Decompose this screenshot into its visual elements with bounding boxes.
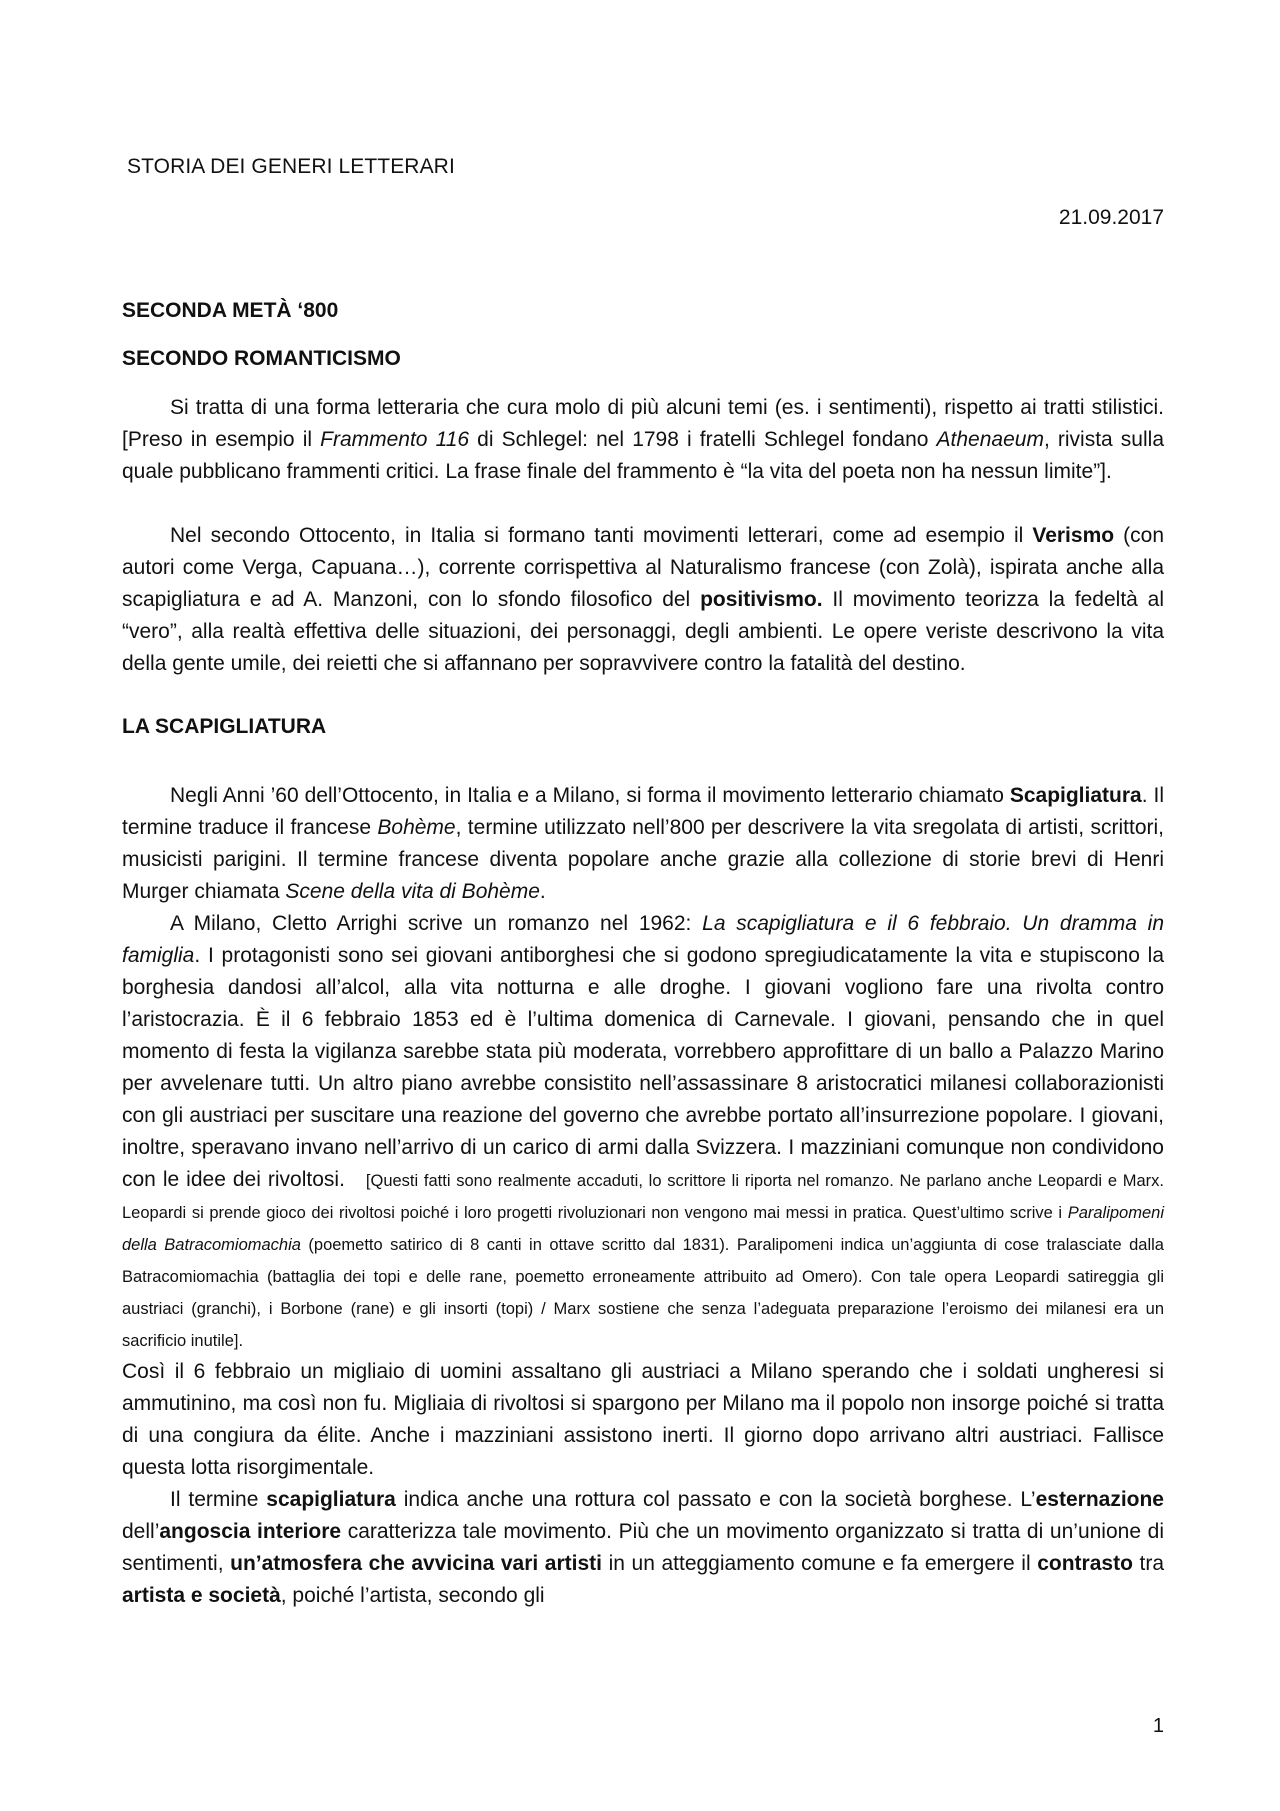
section-heading-secondo-romanticismo: SECONDO ROMANTICISMO	[122, 347, 401, 370]
paragraph-romanticismo: Si tratta di una forma letteraria che cura molo di più alcuni temi (es. i sentimenti), rispetto ai tratti stilistici. [Preso in esempio il Frammento 116 di Schlegel: nel 1798 i fratelli Schlegel fondano Athenaeum, rivista sulla quale pubblicano frammenti critici. La frase finale del frammento è “la vita del poeta non ha nessun limite”].	[122, 396, 1165, 483]
paragraph-6-febbraio: Così il 6 febbraio un migliaio di uomini assaltano gli austriaci a Milano sperando che i soldati ungheresi si ammutinino, ma così non fu. Migliaia di rivoltosi si spargono per Milano ma il popolo non insorge poiché si tratta di una congiura da élite. Anche i mazziniani assistono inerti. Il giorno dopo arrivano altri austriaci. Fallisce questa lotta risorgimentale.	[122, 1360, 1164, 1479]
work-title-frammento: Frammento 116	[320, 428, 470, 451]
paragraph-scapigliatura-rottura: Il termine scapigliatura indica anche una rottura col passato e con la società borghese. L’esternazione dell’angoscia interiore caratterizza tale movimento. Più che un movimento organizzato si tratta di un’unione di sentimenti, un’atmosfera che avvicina vari artisti in un atteggiamento comune e fa emergere il contrasto tra artista e società, poiché l’artista, secondo gli	[122, 1488, 1165, 1607]
paragraph-verismo: Nel secondo Ottocento, in Italia si formano tanti movimenti letterari, come ad esempio il Verismo (con autori come Verga, Capuana…), corrente corrispettiva al Naturalismo francese (con Zolà), ispirata anche alla scapigliatura e ad A. Manzoni, con lo sfondo filosofico del positivismo. Il movimento teorizza la fedeltà al “vero”, alla realtà effettiva delle situazioni, dei personaggi, degli ambienti. Le opere veriste descrivono la vita della gente umile, dei reietti che si affannano per sopravvivere contro la fatalità del destino.	[122, 524, 1165, 675]
document-title: STORIA DEI GENERI LETTERARI	[127, 155, 455, 178]
paragraph-scapigliatura-intro: Negli Anni ’60 dell’Ottocento, in Italia e a Milano, si forma il movimento letterario chiamato Scapigliatura. Il termine traduce il francese Bohème, termine utilizzato nell’800 per descrivere la vita sregolata di artisti, scrittori, musicisti parigini. Il termine francese diventa popolare anche grazie alla collezione di storie brevi di Henri Murger chiamata Scene della vita di Bohème.	[122, 784, 1165, 903]
paragraph-arrighi: A Milano, Cletto Arrighi scrive un romanzo nel 1962: La scapigliatura e il 6 febbraio. Un dramma in famiglia. I protagonisti sono sei giovani antiborghesi che si godono spregiudicatamente la vita e stupiscono la borghesia dandosi all’alcol, alla vita notturna e alle droghe. I giovani vogliono fare una rivolta contro l’aristocrazia. È il 6 febbraio 1853 ed è l’ultima domenica di Carnevale. I giovani, pensando che in quel momento di festa la vigilanza sarebbe stata più moderata, vorrebbero approfittare di un ballo a Palazzo Marino per avvelenare tutti. Un altro piano avrebbe consistito nell’assassinare 8 aristocratici milanesi collaborazionisti con gli austriaci per suscitare una reazione del governo che avrebbe portato all’insurrezione popolare. I giovani, inoltre, speravano invano nell’arrivo di un carico di armi dalla Svizzera. I mazziniani comunque non condividono con le idee dei rivoltosi. [Questi fatti sono realmente accaduti, lo scrittore li riporta nel romanzo. Ne parlano anche Leopardi e Marx. Leopardi si prende gioco dei rivoltosi poiché i loro progetti rivoluzionari non vengono mai messi in pratica. Quest’ultimo scrive i Paralipomeni della Batracomiomachia (poemetto satirico di 8 canti in ottave scritto dal 1831). Paralipomeni indica un’aggiunta di cose tralasciate dalla Batracomiomachia (battaglia dei topi e delle rane, poemetto erroneamente attribuito ad Omero). Con tale opera Leopardi satireggia gli austriaci (granchi), i Borbone (rane) e gli insorti (topi) / Marx sostiene che senza l’adeguata preparazione l’eroismo dei milanesi era un sacrificio inutile].	[122, 912, 1164, 1350]
document-date: 21.09.2017	[1058, 206, 1164, 229]
work-title-athenaeum: Athenaeum	[936, 428, 1044, 451]
section-heading-seconda-meta: SECONDA METÀ ‘800	[122, 299, 339, 322]
bracket-note: [Questi fatti sono realmente accaduti, lo scrittore li riporta nel romanzo. Ne parlano anche Leopardi e Marx. Leopardi si prende gioco dei rivoltosi poiché i loro progetti rivoluzionari non vengono mai messi in pratica. Quest’ultimo scrive i Paralipomeni della Batracomiomachia (poemetto satirico di 8 canti in ottave scritto dal 1831). Paralipomeni indica un’aggiunta di cose tralasciate dalla Batracomiomachia (battaglia dei topi e delle rane, poemetto erroneamente attribuito ad Omero). Con tale opera Leopardi satireggia gli austriaci (granchi), i Borbone (rane) e gli insorti (topi) / Marx sostiene che senza l’adeguata preparazione l’eroismo dei milanesi era un sacrificio inutile].	[122, 1172, 1164, 1350]
section-heading-scapigliatura: LA SCAPIGLIATURA	[122, 715, 327, 738]
page-number: 1	[1152, 1715, 1164, 1737]
document-body	[122, 296, 1164, 1612]
